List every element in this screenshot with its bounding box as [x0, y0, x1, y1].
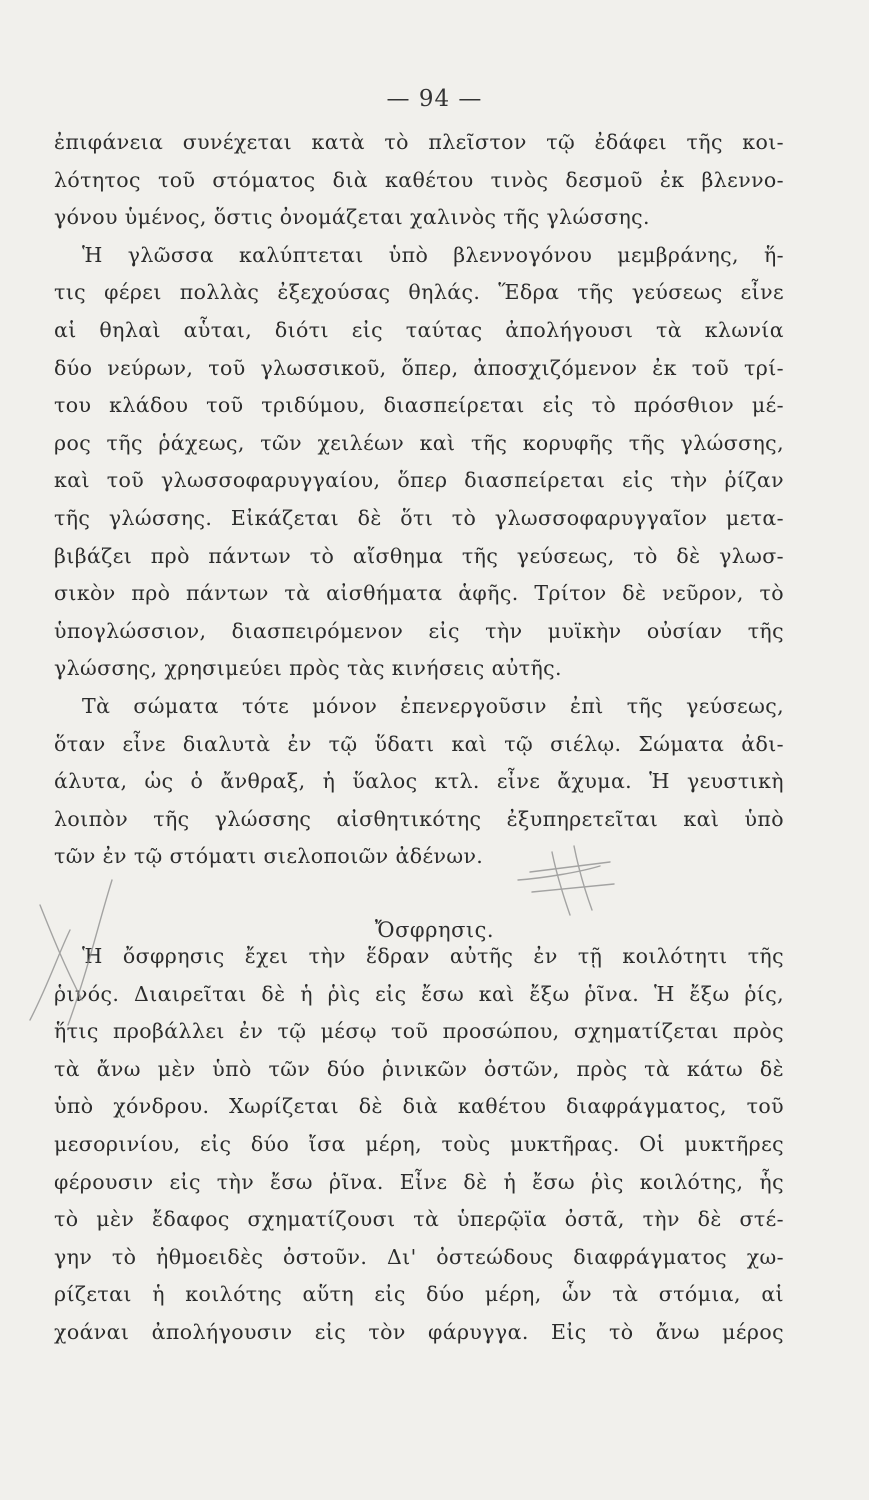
paragraph-smell: [54, 938, 784, 1352]
text-line: σικὸν πρὸ πάντων τὰ αἰσθήματα ἁφῆς. Τρίτον δὲ νεῦρον, τὸ: [54, 581, 784, 606]
text-line: άλυτα, ὡς ὁ ἄνθραξ, ἡ ὕαλος κτλ. εἶνε ἄχυμα. Ἡ γευστικὴ: [54, 769, 784, 794]
text-line: ὅταν εἶνε διαλυτὰ ἐν τῷ ὕδατι καὶ τῷ σιέλῳ. Σώματα ἀδι-: [54, 731, 784, 756]
text-line: φέρουσιν εἰς τὴν ἔσω ῥῖνα. Εἶνε δὲ ἡ ἔσω ῥὶς κοιλότης, ἧς: [54, 1169, 784, 1194]
text-line: λότητος τοῦ στόματος διὰ καθέτου τινὸς δεσμοῦ ἐκ βλεννο-: [54, 167, 784, 192]
text-line: Ἡ γλῶσσα καλύπτεται ὑπὸ βλεννογόνου μεμβράνης, ἥ-: [82, 242, 784, 267]
text-line: τῆς γλώσσης. Εἰκάζεται δὲ ὅτι τὸ γλωσσοφαρυγγαῖον μετα-: [54, 505, 784, 530]
text-line: καὶ τοῦ γλωσσοφαρυγγαίου, ὅπερ διασπείρεται εἰς τὴν ῥίζαν: [54, 468, 784, 493]
page-number: — 94 —: [386, 86, 483, 112]
text-line: τὸ μὲν ἔδαφος σχηματίζουσι τὰ ὑπερῷϊα ὀστᾶ, τὴν δὲ στέ-: [54, 1207, 784, 1232]
pencil-hash-stroke: [532, 884, 614, 892]
text-line: γόνου ὑμένος, ὅστις ὀνομάζεται χαλινὸς τῆς γλώσσης.: [54, 205, 650, 230]
text-line: τῶν ἐν τῷ στόματι σιελοποιῶν ἀδένων.: [54, 844, 484, 869]
text-line: τὰ ἄνω μὲν ὑπὸ τῶν δύο ῥινικῶν ὀστῶν, πρὸς τὰ κάτω δὲ: [54, 1056, 784, 1081]
text-line: γην τὸ ἠθμοειδὲς ὀστοῦν. Δι' ὀστεώδους διαφράγματος χω-: [54, 1244, 784, 1269]
text-line: μεσορινίου, εἰς δύο ἴσα μέρη, τοὺς μυκτῆρας. Οἱ μυκτῆρες: [54, 1131, 784, 1156]
text-line: Ἡ ὄσφρησις ἔχει τὴν ἕδραν αὐτῆς ἐν τῇ κοιλότητι τῆς: [82, 944, 784, 968]
text-line: βιβάζει πρὸ πάντων τὸ αἴσθημα τῆς γεύσεως, τὸ δὲ γλωσ-: [54, 543, 784, 568]
text-line: του κλάδου τοῦ τριδύμου, διασπείρεται εἰς τὸ πρόσθιον μέ-: [54, 393, 784, 418]
text-line: δύο νεύρων, τοῦ γλωσσικοῦ, ὅπερ, ἀποσχιζόμενον ἐκ τοῦ τρί-: [54, 355, 784, 380]
text-line: λοιπὸν τῆς γλώσσης αἰσθητικότης ἐξυπηρετεῖται καὶ ὑπὸ: [54, 806, 784, 831]
text-line: ἐπιφάνεια συνέχεται κατὰ τὸ πλεῖστον τῷ ἐδάφει τῆς κοι-: [54, 130, 784, 154]
text-line: χοάναι ἀπολήγουσιν εἰς τὸν φάρυγγα. Εἰς τὸ ἄνω μέρος: [54, 1319, 784, 1344]
text-line: γλώσσης, χρησιμεύει πρὸς τὰς κινήσεις αὐτῆς.: [54, 656, 562, 681]
paragraph-taste: [54, 124, 784, 876]
text-line: ῥινός. Διαιρεῖται δὲ ἡ ῥὶς εἰς ἔσω καὶ ἔξω ῥῖνα. Ἡ ἔξω ῥίς,: [54, 981, 784, 1006]
text-line: ἥτις προβάλλει ἐν τῷ μέσῳ τοῦ προσώπου, σχηματίζεται πρὸς: [54, 1019, 784, 1044]
section-heading-smell: Ὄσφρησις.: [374, 918, 495, 942]
text-line: ρος τῆς ῥάχεως, τῶν χειλέων καὶ τῆς κορυφῆς τῆς γλώσσης,: [54, 430, 784, 455]
text-line: αἱ θηλαὶ αὗται, διότι εἰς ταύτας ἀπολήγουσι τὰ κλωνία: [54, 317, 784, 342]
text-line: ρίζεται ἡ κοιλότης αὕτη εἰς δύο μέρη, ὧν τὰ στόμια, αἱ: [54, 1282, 784, 1307]
text-line: ὑπογλώσσιον, διασπειρόμενον εἰς τὴν μυϊκὴν οὐσίαν τῆς: [54, 618, 784, 643]
text-line: Τὰ σώματα τότε μόνον ἐπενεργοῦσιν ἐπὶ τῆς γεύσεως,: [82, 693, 784, 718]
text-line: τις φέρει πολλὰς ἐξεχούσας θηλάς. Ἕδρα τῆς γεύσεως εἶνε: [54, 280, 784, 305]
text-line: ὑπὸ χόνδρου. Χωρίζεται δὲ διὰ καθέτου διαφράγματος, τοῦ: [54, 1094, 784, 1119]
